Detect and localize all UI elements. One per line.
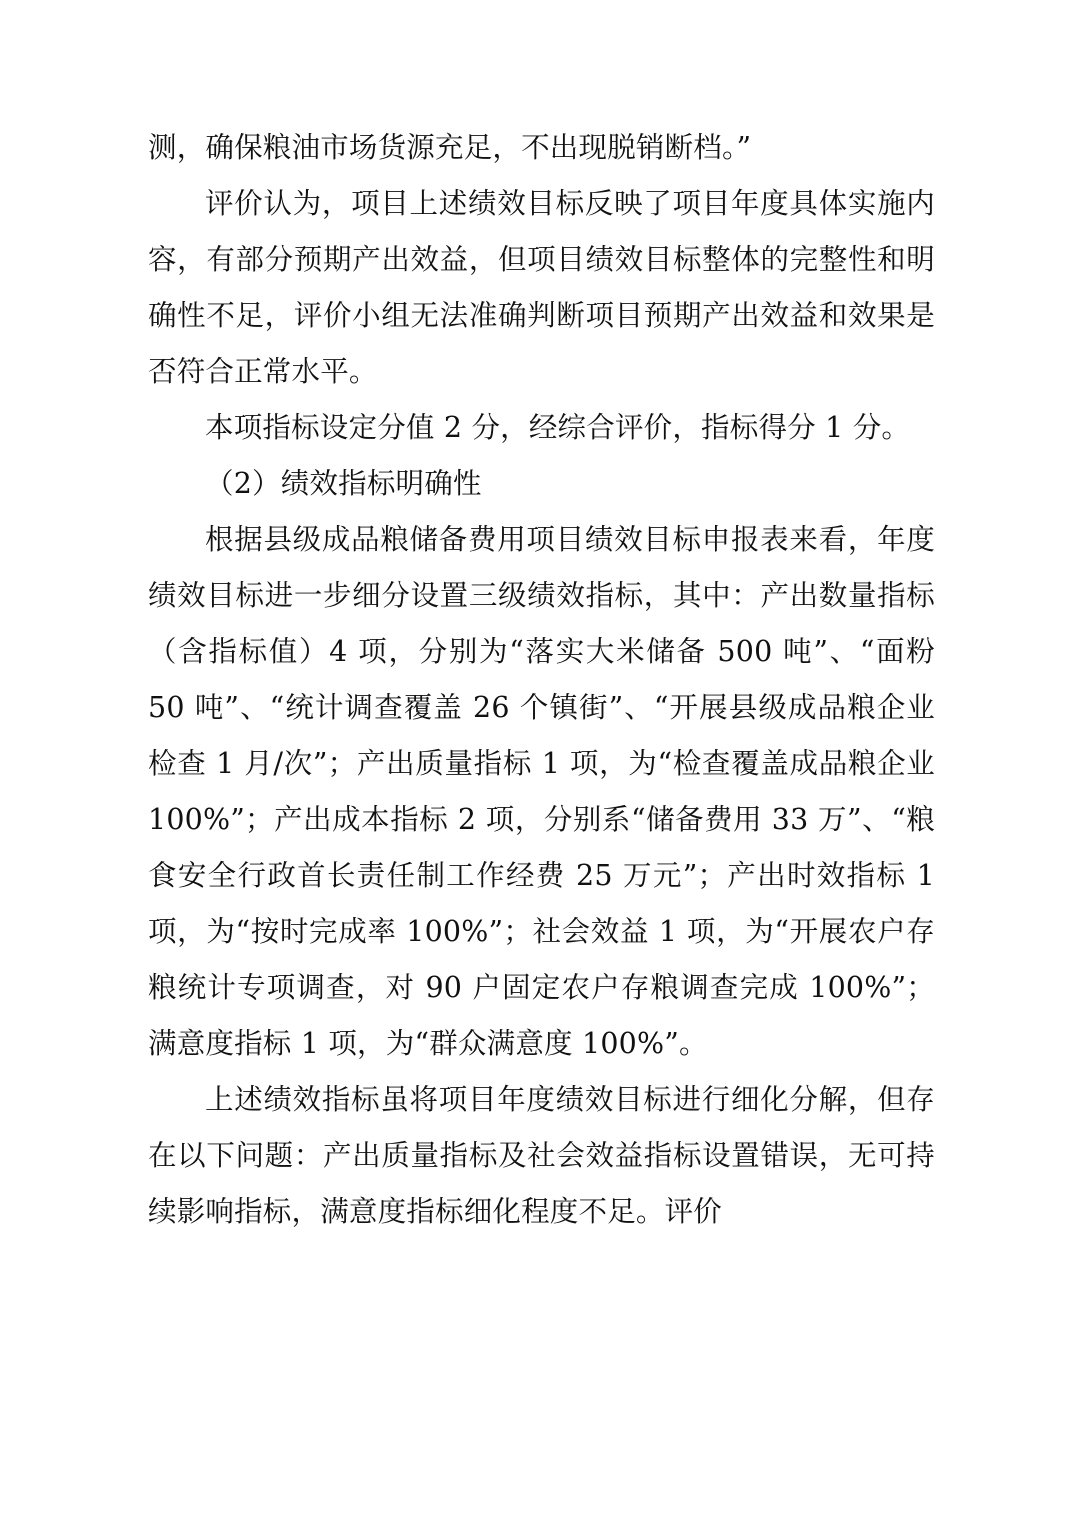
paragraph-1: 测，确保粮油市场货源充足，不出现脱销断档。” bbox=[148, 131, 752, 164]
paragraph-2: 评价认为，项目上述绩效目标反映了项目年度具体实施内容，有部分预期产出效益，但项目绩效目标整体的完整性和明确性不足，评价小组无法准确判断项目预期产出效益和效果是否符合正常水平。 bbox=[148, 187, 935, 388]
document-body bbox=[148, 120, 935, 1240]
paragraph-4-heading: （2）绩效指标明确性 bbox=[205, 467, 482, 500]
paragraph-3: 本项指标设定分值 2 分，经综合评价，指标得分 1 分。 bbox=[205, 411, 911, 444]
paragraph-6: 上述绩效指标虽将项目年度绩效目标进行细化分解，但存在以下问题：产出质量指标及社会效益指标设置错误，无可持续影响指标，满意度指标细化程度不足。评价 bbox=[148, 1083, 935, 1228]
paragraph-5: 根据县级成品粮储备费用项目绩效目标申报表来看，年度绩效目标进一步细分设置三级绩效指标，其中：产出数量指标（含指标值）4 项，分别为“落实大米储备 500 吨”、“面粉 50 吨”、“统计调查覆盖 26 个镇街”、“开展县级成品粮企业检查 1 月/次”；产出质量指标 1 项，为“检查覆盖成品粮企业 100%”；产出成本指标 2 项，分别系“储备费用 33 万”、“粮食安全行政首长责任制工作经费 25 万元”；产出时效指标 1 项，为“按时完成率 100%”；社会效益 1 项，为“开展农户存粮统计专项调查，对 90 户固定农户存粮调查完成 100%”；满意度指标 1 项，为“群众满意度 100%”。 bbox=[148, 523, 935, 1060]
